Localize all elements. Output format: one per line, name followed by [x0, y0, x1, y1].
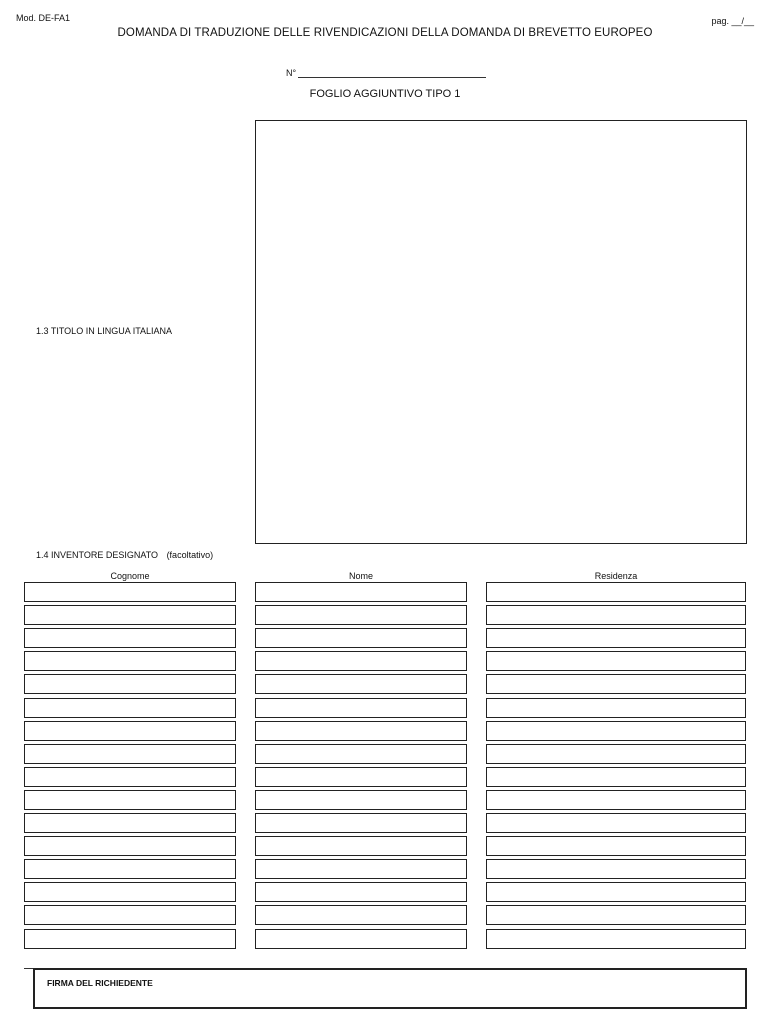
- inventor-nome-field[interactable]: [255, 813, 467, 833]
- column-header-cognome: Cognome: [110, 571, 150, 581]
- inventor-cognome-field[interactable]: [24, 929, 236, 949]
- inventor-cognome-field[interactable]: [24, 721, 236, 741]
- inventor-cognome-field[interactable]: [24, 905, 236, 925]
- inventor-nome-field[interactable]: [255, 674, 467, 694]
- sheet-title: FOGLIO AGGIUNTIVO TIPO 1: [309, 88, 461, 100]
- inventor-cognome-field[interactable]: [24, 767, 236, 787]
- inventor-cognome-field[interactable]: [24, 582, 236, 602]
- inventor-cognome-field[interactable]: [24, 651, 236, 671]
- inventor-residenza-field[interactable]: [486, 744, 746, 764]
- title-section-label: 1.3 TITOLO IN LINGUA ITALIANA: [36, 326, 173, 336]
- inventor-nome-field[interactable]: [255, 836, 467, 856]
- inventors-label: 1.4 INVENTORE DESIGNATO: [36, 550, 159, 560]
- inventor-cognome-field[interactable]: [24, 813, 236, 833]
- signature-label: FIRMA DEL RICHIEDENTE: [47, 978, 153, 988]
- signature-box[interactable]: [33, 968, 747, 1009]
- inventor-residenza-field[interactable]: [486, 882, 746, 902]
- column-header-residenza: Residenza: [594, 571, 638, 581]
- inventor-residenza-field[interactable]: [486, 905, 746, 925]
- inventor-cognome-field[interactable]: [24, 605, 236, 625]
- form-title: DOMANDA DI TRADUZIONE DELLE RIVENDICAZIONI DELLA DOMANDA DI BREVETTO EUROPEO: [117, 27, 653, 39]
- inventor-residenza-field[interactable]: [486, 767, 746, 787]
- page-number: pag. __/__: [711, 16, 754, 26]
- inventor-nome-field[interactable]: [255, 859, 467, 879]
- inventor-nome-field[interactable]: [255, 905, 467, 925]
- number-label: N°: [286, 68, 297, 78]
- inventor-nome-field[interactable]: [255, 605, 467, 625]
- inventor-nome-field[interactable]: [255, 651, 467, 671]
- inventor-cognome-field[interactable]: [24, 674, 236, 694]
- number-field[interactable]: [298, 77, 486, 78]
- inventor-nome-field[interactable]: [255, 721, 467, 741]
- inventor-nome-field[interactable]: [255, 628, 467, 648]
- inventor-nome-field[interactable]: [255, 929, 467, 949]
- inventor-nome-field[interactable]: [255, 582, 467, 602]
- inventor-residenza-field[interactable]: [486, 628, 746, 648]
- inventor-nome-field[interactable]: [255, 698, 467, 718]
- inventor-cognome-field[interactable]: [24, 790, 236, 810]
- inventor-residenza-field[interactable]: [486, 813, 746, 833]
- inventors-section-label: [36, 550, 213, 560]
- inventor-residenza-field[interactable]: [486, 859, 746, 879]
- inventor-residenza-field[interactable]: [486, 582, 746, 602]
- inventor-residenza-field[interactable]: [486, 674, 746, 694]
- inventor-residenza-field[interactable]: [486, 605, 746, 625]
- inventor-residenza-field[interactable]: [486, 721, 746, 741]
- form-code: Mod. DE-FA1: [16, 13, 71, 23]
- inventor-cognome-field[interactable]: [24, 859, 236, 879]
- italian-title-field[interactable]: [255, 120, 747, 544]
- inventor-nome-field[interactable]: [255, 790, 467, 810]
- inventor-cognome-field[interactable]: [24, 744, 236, 764]
- inventor-residenza-field[interactable]: [486, 651, 746, 671]
- inventor-residenza-field[interactable]: [486, 836, 746, 856]
- inventor-cognome-field[interactable]: [24, 698, 236, 718]
- inventor-nome-field[interactable]: [255, 744, 467, 764]
- inventor-residenza-field[interactable]: [486, 698, 746, 718]
- inventors-optional-note: (facoltativo): [166, 550, 214, 560]
- inventor-residenza-field[interactable]: [486, 929, 746, 949]
- column-header-nome: Nome: [348, 571, 373, 581]
- inventor-cognome-field[interactable]: [24, 628, 236, 648]
- inventor-residenza-field[interactable]: [486, 790, 746, 810]
- inventor-nome-field[interactable]: [255, 767, 467, 787]
- inventor-cognome-field[interactable]: [24, 882, 236, 902]
- inventor-cognome-field[interactable]: [24, 836, 236, 856]
- inventor-nome-field[interactable]: [255, 882, 467, 902]
